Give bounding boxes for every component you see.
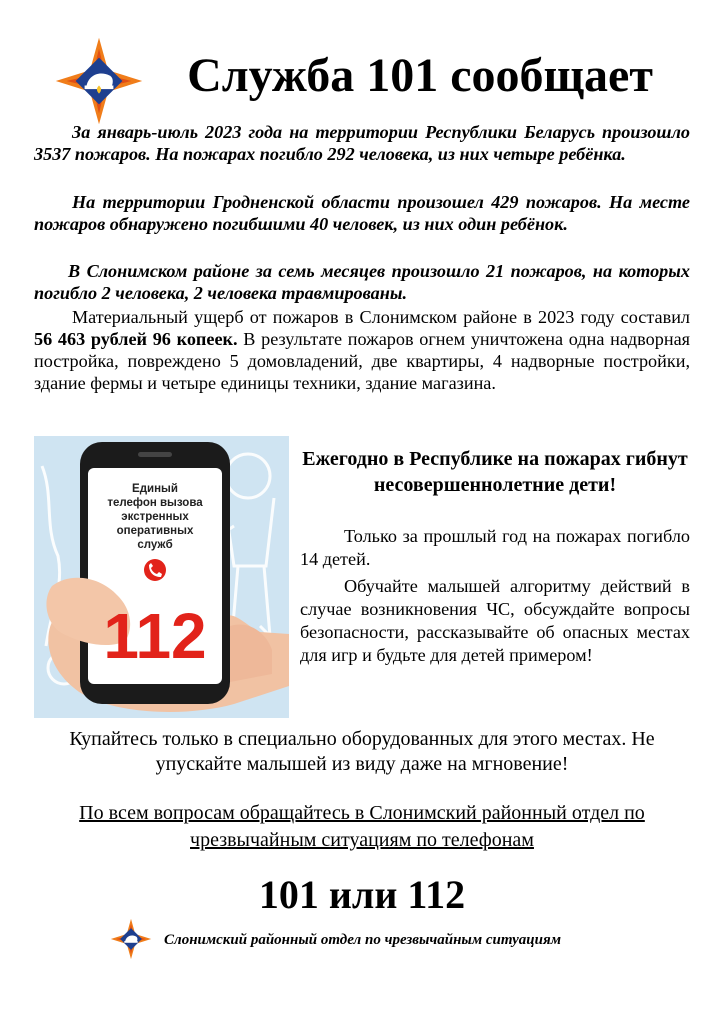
poster-line-2: телефон вызова xyxy=(107,497,203,509)
paragraph-republic-text: За январь-июль 2023 года на территории Республики Беларусь произошло 3537 пожаров. На пожарах погибло 292 человека, из них четыре ребёнка. xyxy=(34,122,690,164)
contact-info: По всем вопросам обращайтесь в Слонимский районный отдел по чрезвычайным ситуациям по телефонам xyxy=(79,802,645,851)
paragraph-damage xyxy=(34,306,690,394)
children-text-2-content: Обучайте малышей алгоритму действий в случае возникновения ЧС, обсуждайте вопросы безопасности, рассказывайте об опасных местах для игр и будьте для детей примером! xyxy=(300,576,690,665)
phone-numbers: 101 или 112 xyxy=(258,872,466,917)
page-title: Служба 101 сообщает xyxy=(187,49,653,102)
poster-line-5: служб xyxy=(137,539,173,551)
poster-line-1: Единый xyxy=(132,483,178,495)
children-text-2 xyxy=(300,575,690,667)
swimming-warning: Купайтесь только в специально оборудованных для этого местах. Не упускайте малышей из виду даже на мгновение! xyxy=(69,728,655,775)
paragraph-slonim-text: В Слонимском районе за семь месяцев произошло 21 пожаров, на которых погибло 2 человека, 2 человека травмированы. xyxy=(34,261,690,303)
children-text-1-content: Только за прошлый год на пожарах погибло 14 детей. xyxy=(300,526,690,569)
poster-line-4: оперативных xyxy=(116,525,194,537)
damage-amount: 56 463 рублей 96 копеек. xyxy=(34,329,238,349)
damage-text-before: Материальный ущерб от пожаров в Слонимском районе в 2023 году составил xyxy=(72,307,690,327)
mchs-emblem-icon xyxy=(54,36,144,126)
paragraph-slonim xyxy=(34,260,690,304)
paragraph-republic xyxy=(34,121,690,165)
poster-line-3: экстренных xyxy=(121,511,189,523)
paragraph-grodno xyxy=(34,191,690,235)
emergency-112-poster xyxy=(34,436,289,718)
damage-text-after: В результате пожаров огнем уничтожена одна надворная постройка, повреждено 5 домовладений, две квартиры, 4 надворные постройки, здание фермы и четыре единицы техники, здание магазина. xyxy=(34,329,691,393)
children-text-1 xyxy=(300,525,690,571)
paragraph-grodno-text: На территории Гродненской области произошел 429 пожаров. На месте пожаров обнаружено погибшими 40 человек, из них один ребёнок. xyxy=(34,192,690,234)
poster-illustration xyxy=(34,436,289,718)
footer-organization: Слонимский районный отдел по чрезвычайным ситуациям xyxy=(164,932,561,948)
children-heading: Ежегодно в Республике на пожарах гибнут несовершеннолетние дети! xyxy=(302,448,688,496)
poster-number-112: 112 xyxy=(103,600,207,672)
phone-handset-icon xyxy=(144,559,166,581)
mchs-emblem-small-icon xyxy=(110,918,152,960)
